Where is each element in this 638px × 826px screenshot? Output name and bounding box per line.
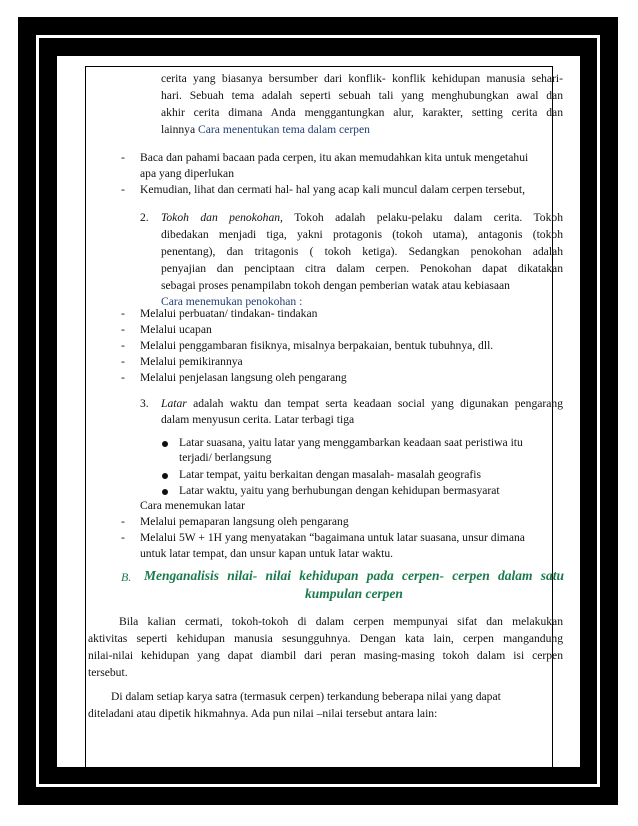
tokoh-line [161, 210, 563, 225]
penokohan-item: Melalui penggambaran fisiknya, misalnya berpakaian, bentuk tubuhnya, dll. [140, 339, 494, 352]
tema-step: Baca dan pahami bacaan pada cerpen, itu akan memudahkan kita untuk mengetahui [140, 151, 529, 164]
latar-cara: Cara menemukan latar [140, 499, 245, 512]
para-bila-line: Bila kalian cermati, tokoh-tokoh di dalam cerpen mempunyai sifat dan melakukan [119, 615, 563, 628]
list-dash: - [121, 307, 125, 320]
penokohan-item: Melalui perbuatan/ tindakan- tindakan [140, 307, 318, 320]
tokoh-line-rest: Tokoh adalah pelaku-pelaku dalam cerita. Tokoh [294, 211, 563, 224]
list-dash: - [121, 323, 125, 336]
list-dash: - [121, 371, 125, 384]
section-letter: B. [121, 570, 132, 584]
para-bila-line: tersebut. [88, 666, 128, 679]
list-dash: - [121, 515, 125, 528]
latar-term: Latar [161, 397, 187, 410]
penokohan-link[interactable]: Cara menemukan penokohan : [161, 295, 303, 308]
para1-line: cerita yang biasanya bersumber dari konflik- konflik kehidupan manusia sehari- [161, 72, 563, 85]
tema-link[interactable]: Cara menentukan tema dalam cerpen [198, 123, 370, 136]
penokohan-item: Melalui ucapan [140, 323, 212, 336]
bullet-icon [162, 441, 168, 447]
section-title: Menganalisis nilai- nilai kehidupan pada cerpen- cerpen dalam satu [144, 568, 564, 583]
latar-bullet: Latar waktu, yaitu yang berhubungan dengan kehidupan bermasyarat [179, 484, 500, 497]
section-title: kumpulan cerpen [305, 586, 403, 601]
bullet-icon [162, 489, 168, 495]
para1-line: hari. Sebuah tema adalah seperti sebuah tali yang menghubungkan awal dan [161, 89, 563, 102]
latar-item: untuk latar tempat, dan unsur kapan untuk latar waktu. [140, 547, 394, 560]
list-dash: - [121, 339, 125, 352]
bullet-icon [162, 473, 168, 479]
tokoh-line: penentang), dan tritagonis ( tokoh ketiga). Sedangkan penokohan adalah [161, 245, 563, 258]
item-number: 2. [140, 211, 149, 224]
latar-line: dalam menyusun cerita. Latar terbagi tiga [161, 413, 355, 426]
latar-bullet: Latar tempat, yaitu berkaitan dengan masalah- masalah geografis [179, 468, 481, 481]
para1-line-last [161, 122, 563, 137]
list-dash: - [121, 183, 125, 196]
para1-line: akhir cerita dimana Anda menggantungkan alur, karakter, setting cerita dan [161, 106, 563, 119]
list-dash: - [121, 531, 125, 544]
penokohan-item: Melalui penjelasan langsung oleh pengarang [140, 371, 347, 384]
latar-line-rest: adalah waktu dan tempat serta keadaan social yang digunakan pengarang [193, 397, 563, 410]
tema-step: apa yang diperlukan [140, 167, 235, 180]
para-didalam-line: diteladani atau dipetik hikmahnya. Ada pun nilai –nilai tersebut antara lain: [88, 707, 438, 720]
para1-prefix: lainnya [161, 123, 196, 136]
para-didalam-line: Di dalam setiap karya satra (termasuk cerpen) terkandung beberapa nilai yang dapat [111, 690, 501, 703]
para-bila-line: nilai-nilai kehidupan yang dapat diambil dari peran masing-masing tokoh dalam isi cerpen [88, 649, 563, 662]
para-bila-line: aktivitas seperti kehidupan manusia sesungguhnya. Dengan kata lain, cerpen mangandung [88, 632, 563, 645]
latar-bullet: terjadi/ berlangsung [179, 451, 272, 464]
latar-item: Melalui 5W + 1H yang menyatakan “bagaimana untuk latar suasana, unsur dimana [140, 531, 525, 544]
list-dash: - [121, 355, 125, 368]
item-number: 3. [140, 397, 149, 410]
penokohan-item: Melalui pemikirannya [140, 355, 243, 368]
list-dash: - [121, 151, 125, 164]
latar-item: Melalui pemaparan langsung oleh pengarang [140, 515, 349, 528]
latar-line [161, 396, 563, 411]
tema-step: Kemudian, lihat dan cermati hal- hal yang acap kali muncul dalam cerpen tersebut, [140, 183, 526, 196]
tokoh-line: sebagai proses penampilabn tokoh dengan pemberian watak atau kebiasaan [161, 279, 510, 292]
tokoh-line: penyajian dan penciptaan citra dalam cerpen. Penokohan dapat dikatakan [161, 262, 563, 275]
latar-bullet: Latar suasana, yaitu latar yang menggambarkan keadaan saat peristiwa itu [179, 436, 523, 449]
tokoh-line: dibedakan menjadi tiga, yakni protagonis (tokoh utama), antagonis (tokoh [161, 228, 563, 241]
tokoh-term: Tokoh dan penokohan, [161, 211, 283, 224]
